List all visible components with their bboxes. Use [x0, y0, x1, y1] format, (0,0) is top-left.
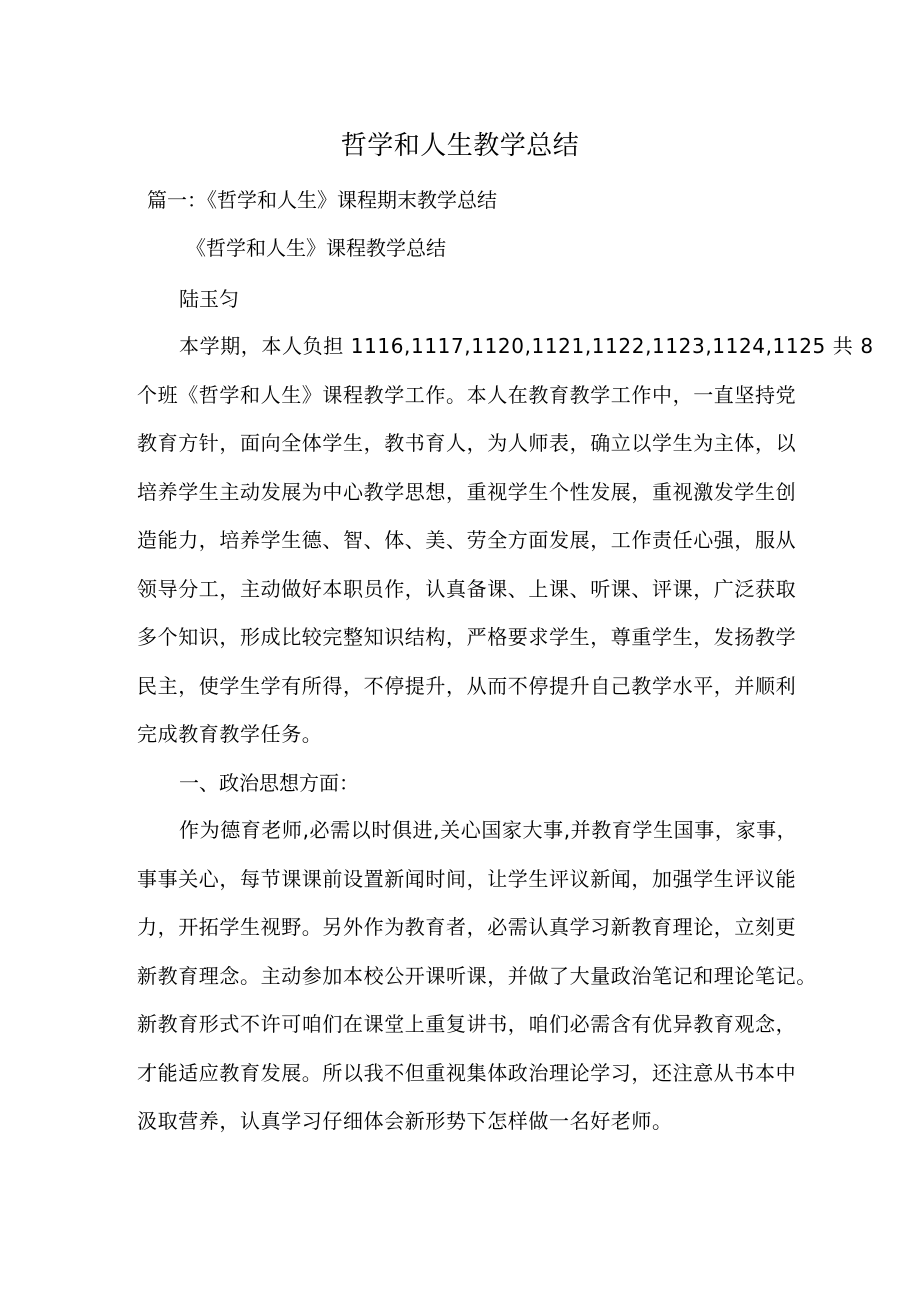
paragraph-line: 个班《哲学和人生》课程教学工作。本人在教育教学工作中，一直坚持党	[137, 382, 797, 407]
section-heading: 篇一：《哲学和人生》课程期末教学总结	[147, 188, 497, 212]
document-title: 哲学和人生教学总结	[340, 131, 580, 161]
paragraph-line: 多个知识，形成比较完整知识结构，严格要求学生，尊重学生，发扬教学	[137, 625, 797, 649]
paragraph-line: 完成教育教学任务。	[137, 722, 323, 746]
paragraph-line: 领导分工，主动做好本职员作，认真备课、上课、听课、评课，广泛获取	[137, 576, 797, 601]
paragraph-line: 力，开拓学生视野。另外作为教育者，必需认真学习新教育理论，立刻更	[137, 915, 797, 939]
paragraph-line: 作为德育老师,必需以时俱进,关心国家大事,并教育学生国事，家事，	[179, 818, 798, 842]
paragraph-line: 本学期，本人负担 1116,1117,1120,1121,1122,1123,1124,1125 共 8	[179, 334, 874, 358]
paragraph-1	[137, 322, 874, 759]
paragraph-line: 教育方针，面向全体学生，教书育人，为人师表，确立以学生为主体，以	[137, 431, 797, 455]
author-name: 陆玉匀	[179, 287, 239, 311]
paragraph-line: 民主，使学生学有所得，不停提升，从而不停提升自己教学水平，并顺利	[137, 673, 797, 698]
paragraph-line: 事事关心，每节课课前设置新闻时间，让学生评议新闻，加强学生评议能	[137, 866, 797, 891]
section-heading-political: 一、政治思想方面：	[179, 771, 359, 795]
paragraph-2	[137, 806, 817, 1146]
paragraph-line: 新教育形式不许可咱们在课堂上重复讲书，咱们必需含有优异教育观念，	[137, 1012, 797, 1036]
paragraph-line: 汲取营养，认真学习仔细体会新形势下怎样做一名好老师。	[137, 1109, 673, 1133]
paragraph-line: 才能适应教育发展。所以我不但重视集体政治理论学习，还注意从书本中	[137, 1060, 797, 1085]
paragraph-line: 培养学生主动发展为中心教学思想，重视学生个性发展，重视激发学生创	[137, 479, 797, 504]
paragraph-line: 新教育理念。主动参加本校公开课听课，并做了大量政治笔记和理论笔记。	[137, 963, 817, 988]
subtitle: 《哲学和人生》课程教学总结	[186, 236, 446, 260]
paragraph-line: 造能力，培养学生德、智、体、美、劳全方面发展，工作责任心强，服从	[137, 528, 797, 552]
